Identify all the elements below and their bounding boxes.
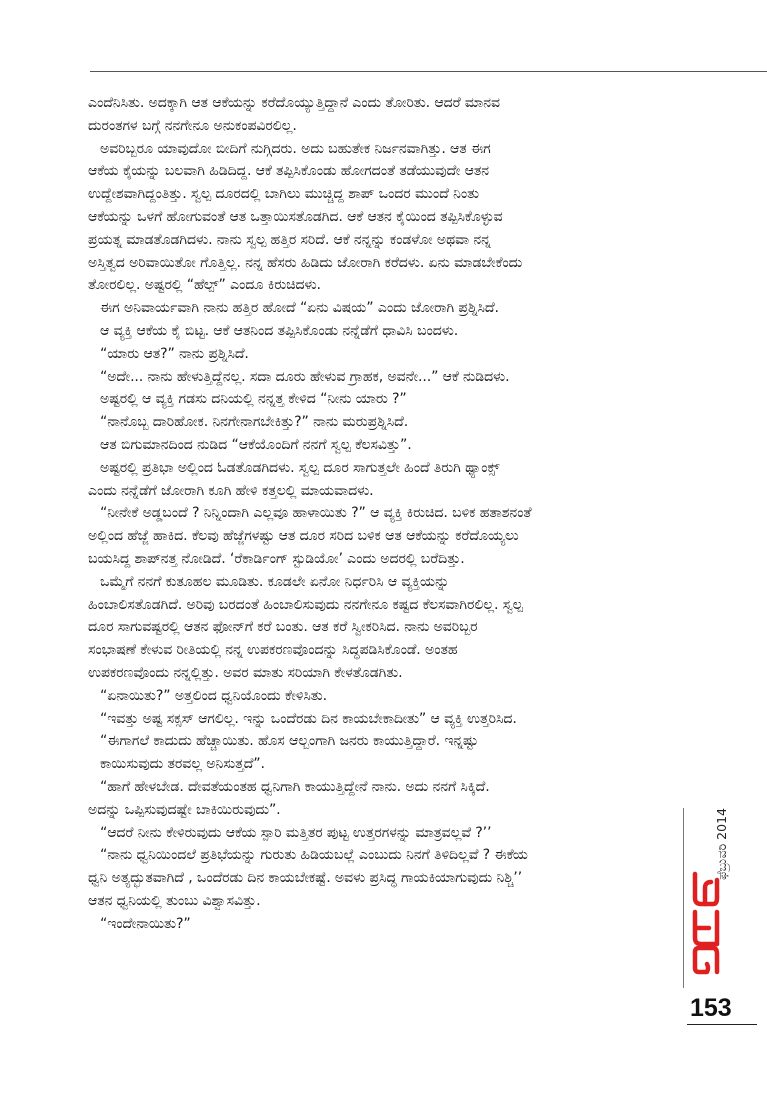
page-number: 153 bbox=[690, 994, 732, 1022]
text-line: ಆಕೆಯ ಕೈಯನ್ನು ಬಲವಾಗಿ ಹಿಡಿದಿದ್ದ. ಆಕೆ ತಪ್ಪಿಸಿಕೊಂಡು ಹೋಗದಂತೆ ತಡೆಯುವುದೇ ಆತನ bbox=[88, 163, 489, 180]
text-line: “ನಾನೊಬ್ಬ ದಾರಿಹೋಕ. ನಿನಗೇನಾಗಬೇಕಿತ್ತು?” ನಾನು ಮರುಪ್ರಶ್ನಿಸಿದೆ. bbox=[100, 414, 409, 431]
article-body bbox=[88, 92, 683, 935]
text-line: ಅಸ್ತಿತ್ವದ ಅರಿವಾಯಿತೋ ಗೊತ್ತಿಲ್ಲ. ನನ್ನ ಹೆಸರು ಹಿಡಿದು ಜೋರಾಗಿ ಕರೆದಳು. ಏನು ಮಾಡಬೇಕೆಂದು bbox=[88, 254, 523, 271]
text-line: “ಅದೇ... ನಾನು ಹೇಳುತ್ತಿದ್ದೆನಲ್ಲ. ಸದಾ ದೂರು ಹೇಳುವ ಗ್ರಾಹಕ, ಅವನೇ...” ಆಕೆ ನುಡಿದಳು. bbox=[100, 368, 510, 385]
text-line: ಈಗ ಅನಿವಾರ್ಯವಾಗಿ ನಾನು ಹತ್ತಿರ ಹೋದೆ “ಏನು ವಿಷಯ” ಎಂದು ಜೋರಾಗಿ ಪ್ರಶ್ನಿಸಿದೆ. bbox=[100, 300, 499, 317]
text-line: ಬಯಸಿದ್ದ ಶಾಪ್‌ನತ್ತ ನೋಡಿದೆ. ‘ರೆಕಾರ್ಡಿಂಗ್ ಸ್ಟುಡಿಯೋ’ ಎಂದು ಅದರಲ್ಲಿ ಬರೆದಿತ್ತು. bbox=[88, 550, 465, 567]
text-line: ಧ್ವನಿ ಅತ್ಯದ್ಭುತವಾಗಿದೆ , ಒಂದೆರಡು ದಿನ ಕಾಯಬೇಕಷ್ಟೆ. ಅವಳು ಪ್ರಸಿದ್ಧ ಗಾಯಕಿಯಾಗುವುದು ನಿಶ್ಚಿ’’ bbox=[88, 870, 522, 887]
text-line: ಪ್ರಯತ್ನ ಮಾಡತೊಡಗಿದಳು. ನಾನು ಸ್ವಲ್ಪ ಹತ್ತಿರ ಸರಿದೆ. ಆಕೆ ನನ್ನನ್ನು ಕಂಡಳೋ ಅಥವಾ ನನ್ನ bbox=[88, 231, 491, 248]
sidebar-divider bbox=[683, 808, 684, 988]
text-line: ಕಾಯಿಸುವುದು ತರವಲ್ಲ ಅನಿಸುತ್ತದೆ”. bbox=[100, 756, 265, 773]
text-line: “ಆದರೆ ನೀನು ಕೇಳಿರುವುದು ಆಕೆಯ ಸ್ಪಾರಿ ಮತ್ತಿತರ ಪುಟ್ಟ ಉತ್ತರಗಳನ್ನು ಮಾತ್ರವಲ್ಲವೆ ?’’ bbox=[100, 824, 492, 841]
text-line: “ಹಾಗೆ ಹೇಳಬೇಡ. ದೇವತೆಯಂತಹ ಧ್ವನಿಗಾಗಿ ಕಾಯುತ್ತಿದ್ದೇನೆ ನಾನು. ಅದು ನನಗೆ ಸಿಕ್ಕಿದೆ. bbox=[100, 778, 490, 795]
issue-date: ಫೆಬ್ರುವರಿ 2014 bbox=[714, 808, 729, 880]
text-line: “ನಾನು ಧ್ವನಿಯಿಂದಲೆ ಪ್ರತಿಭೆಯನ್ನು ಗುರುತು ಹಿಡಿಯಬಲ್ಲೆ ಎಂಬುದು ನಿನಗೆ ತಿಳಿದಿಲ್ಲವೆ ? ಈಕೆಯ bbox=[100, 847, 528, 864]
text-line: “ನೀನೇಕೆ ಅಡ್ಡಬಂದೆ ? ನಿನ್ನಿಂದಾಗಿ ಎಲ್ಲವೂ ಹಾಳಾಯಿತು ?” ಆ ವ್ಯಕ್ತಿ ಕಿರುಚಿದ. ಬಳಿಕ ಹತಾಶನಂತೆ bbox=[100, 505, 532, 522]
text-line: ಅಲ್ಲಿಂದ ಹೆಜ್ಜೆ ಹಾಕಿದ. ಕೆಲವು ಹೆಜ್ಜೆಗಳಷ್ಟು ಆತ ದೂರ ಸರಿದ ಬಳಿಕ ಆತ ಆಕೆಯನ್ನು ಕರೆದೊಯ್ಯಲು bbox=[88, 528, 519, 545]
text-line: ಹಿಂಬಾಲಿಸತೊಡಗಿದೆ. ಅರಿವು ಬರದಂತೆ ಹಿಂಬಾಲಿಸುವುದು ನನಗೇನೂ ಕಷ್ಟದ ಕೆಲಸವಾಗಿರಲಿಲ್ಲ. ಸ್ವಲ್ಪ bbox=[88, 596, 523, 613]
mayura-logo-icon bbox=[687, 868, 723, 978]
text-line: ತೋರಲಿಲ್ಲ. ಅಷ್ಟರಲ್ಲಿ “ಹೆಲ್ಪ್” ಎಂದೂ ಕಿರುಚಿದಳು. bbox=[88, 277, 321, 294]
text-line: ಅಷ್ಟರಲ್ಲಿ ಆ ವ್ಯಕ್ತಿ ಗಡಸು ದನಿಯಲ್ಲಿ ನನ್ನತ್ತ ಕೇಳಿದ “ನೀನು ಯಾರು ?” bbox=[100, 391, 407, 408]
text-line: “ಇವತ್ತು ಅಷ್ಟ ಸಕ್ಸಸ್ ಆಗಲಿಲ್ಲ. ಇನ್ನು ಒಂದೆರಡು ದಿನ ಕಾಯಬೇಕಾದೀತು” ಆ ವ್ಯಕ್ತಿ ಉತ್ತರಿಸಿದ. bbox=[100, 710, 517, 727]
magazine-logo bbox=[687, 868, 723, 978]
text-line: ಅಷ್ಟರಲ್ಲಿ ಪ್ರತಿಭಾ ಅಲ್ಲಿಂದ ಓಡತೊಡಗಿದಳು. ಸ್ವಲ್ಪ ದೂರ ಸಾಗುತ್ತಲೇ ಹಿಂದೆ ತಿರುಗಿ ಥ್ಯಾಂಕ್ಸ್ bbox=[100, 459, 500, 476]
text-line: ಆತನ ಧ್ವನಿಯಲ್ಲಿ ತುಂಬು ವಿಶ್ವಾಸವಿತ್ತು. bbox=[88, 892, 261, 909]
text-line: ಅದನ್ನು ಒಪ್ಪಿಸುವುದಷ್ಟೇ ಬಾಕಿಯಿರುವುದು”. bbox=[88, 801, 281, 818]
text-line: ಆ ವ್ಯಕ್ತಿ ಆಕೆಯ ಕೈ ಬಿಟ್ಟ. ಆಕೆ ಆತನಿಂದ ತಪ್ಪಿಸಿಕೊಂಡು ನನ್ನೆಡೆಗೆ ಧಾವಿಸಿ ಬಂದಳು. bbox=[100, 322, 459, 339]
text-line: “ಯಾರು ಆತ?” ನಾನು ಪ್ರಶ್ನಿಸಿದೆ. bbox=[100, 345, 249, 362]
text-line: ದೂರ ಸಾಗುವಷ್ಟರಲ್ಲಿ ಆತನ ಫೋನ್‌ಗೆ ಕರೆ ಬಂತು. ಆತ ಕರೆ ಸ್ವೀಕರಿಸಿದ. ನಾನು ಅವರಿಬ್ಬರ bbox=[88, 619, 478, 636]
text-line: “ಏನಾಯಿತು?” ಅತ್ತಲಿಂದ ಧ್ವನಿಯೊಂದು ಕೇಳಿಸಿತು. bbox=[100, 687, 328, 704]
text-line: ಉದ್ದೇಶವಾಗಿದ್ದಂತಿತ್ತು. ಸ್ವಲ್ಪ ದೂರದಲ್ಲಿ ಬಾಗಿಲು ಮುಚ್ಚಿದ್ದ ಶಾಪ್ ಒಂದರ ಮುಂದೆ ನಿಂತು bbox=[88, 186, 480, 203]
text-line: ದುರಂತಗಳ ಬಗ್ಗೆ ನನಗೇನೂ ಅನುಕಂಪವಿರಲಿಲ್ಲ. bbox=[88, 117, 297, 134]
text-line: “ಇಂದೇನಾಯಿತು?” bbox=[100, 915, 191, 932]
text-line: ಉಪಕರಣವೊಂದು ನನ್ನಲ್ಲಿತ್ತು. ಅವರ ಮಾತು ಸರಿಯಾಗಿ ಕೇಳತೊಡಗಿತು. bbox=[88, 664, 403, 681]
text-line: ಅವರಿಬ್ಬರೂ ಯಾವುದೋ ಬೀದಿಗೆ ನುಗ್ಗಿದರು. ಅದು ಬಹುತೇಕ ನಿರ್ಜನವಾಗಿತ್ತು. ಆತ ಈಗ bbox=[100, 140, 491, 157]
text-line: ಆತ ಬಿಗುಮಾನದಿಂದ ನುಡಿದ “ಆಕೆಯೊಂದಿಗೆ ನನಗೆ ಸ್ವಲ್ಪ ಕೆಲಸವಿತ್ತು”. bbox=[100, 436, 412, 453]
page-number-rule bbox=[687, 1024, 757, 1025]
text-line: ಆಕೆಯನ್ನು ಒಳಗೆ ಹೋಗುವಂತೆ ಆತ ಒತ್ತಾಯಿಸತೊಡಗಿದ. ಆಕೆ ಆತನ ಕೈಯಿಂದ ತಪ್ಪಿಸಿಕೊಳ್ಳುವ bbox=[88, 208, 503, 225]
text-line: ಸಂಭಾಷಣೆ ಕೇಳುವ ರೀತಿಯಲ್ಲಿ ನನ್ನ ಉಪಕರಣವೊಂದನ್ನು ಸಿದ್ಧಪಡಿಸಿಕೊಂಡೆ. ಅಂತಹ bbox=[88, 642, 458, 659]
text-line: ಎಂದೆನಿಸಿತು. ಅದಕ್ಕಾಗಿ ಆತ ಆಕೆಯನ್ನು ಕರೆದೊಯ್ಯುತ್ತಿದ್ದಾನೆ ಎಂದು ತೋರಿತು. ಆದರೆ ಮಾನವ bbox=[88, 95, 500, 111]
text-line: ಎಂದು ನನ್ನೆಡೆಗೆ ಜೋರಾಗಿ ಕೂಗಿ ಹೇಳಿ ಕತ್ತಲಲ್ಲಿ ಮಾಯವಾದಳು. bbox=[88, 482, 374, 499]
text-line: “ಈಗಾಗಲೆ ಕಾದುದು ಹೆಚ್ಚಾಯಿತು. ಹೊಸ ಆಲ್ಬಂಗಾಗಿ ಜನರು ಕಾಯುತ್ತಿದ್ದಾರೆ. ಇನ್ನಷ್ಟು bbox=[100, 733, 479, 750]
text-line: ಒಮ್ಮೆಗೆ ನನಗೆ ಕುತೂಹಲ ಮೂಡಿತು. ಕೂಡಲೇ ಏನೋ ನಿರ್ಧರಿಸಿ ಆ ವ್ಯಕ್ತಿಯನ್ನು bbox=[100, 573, 450, 590]
header-rule bbox=[90, 71, 767, 72]
